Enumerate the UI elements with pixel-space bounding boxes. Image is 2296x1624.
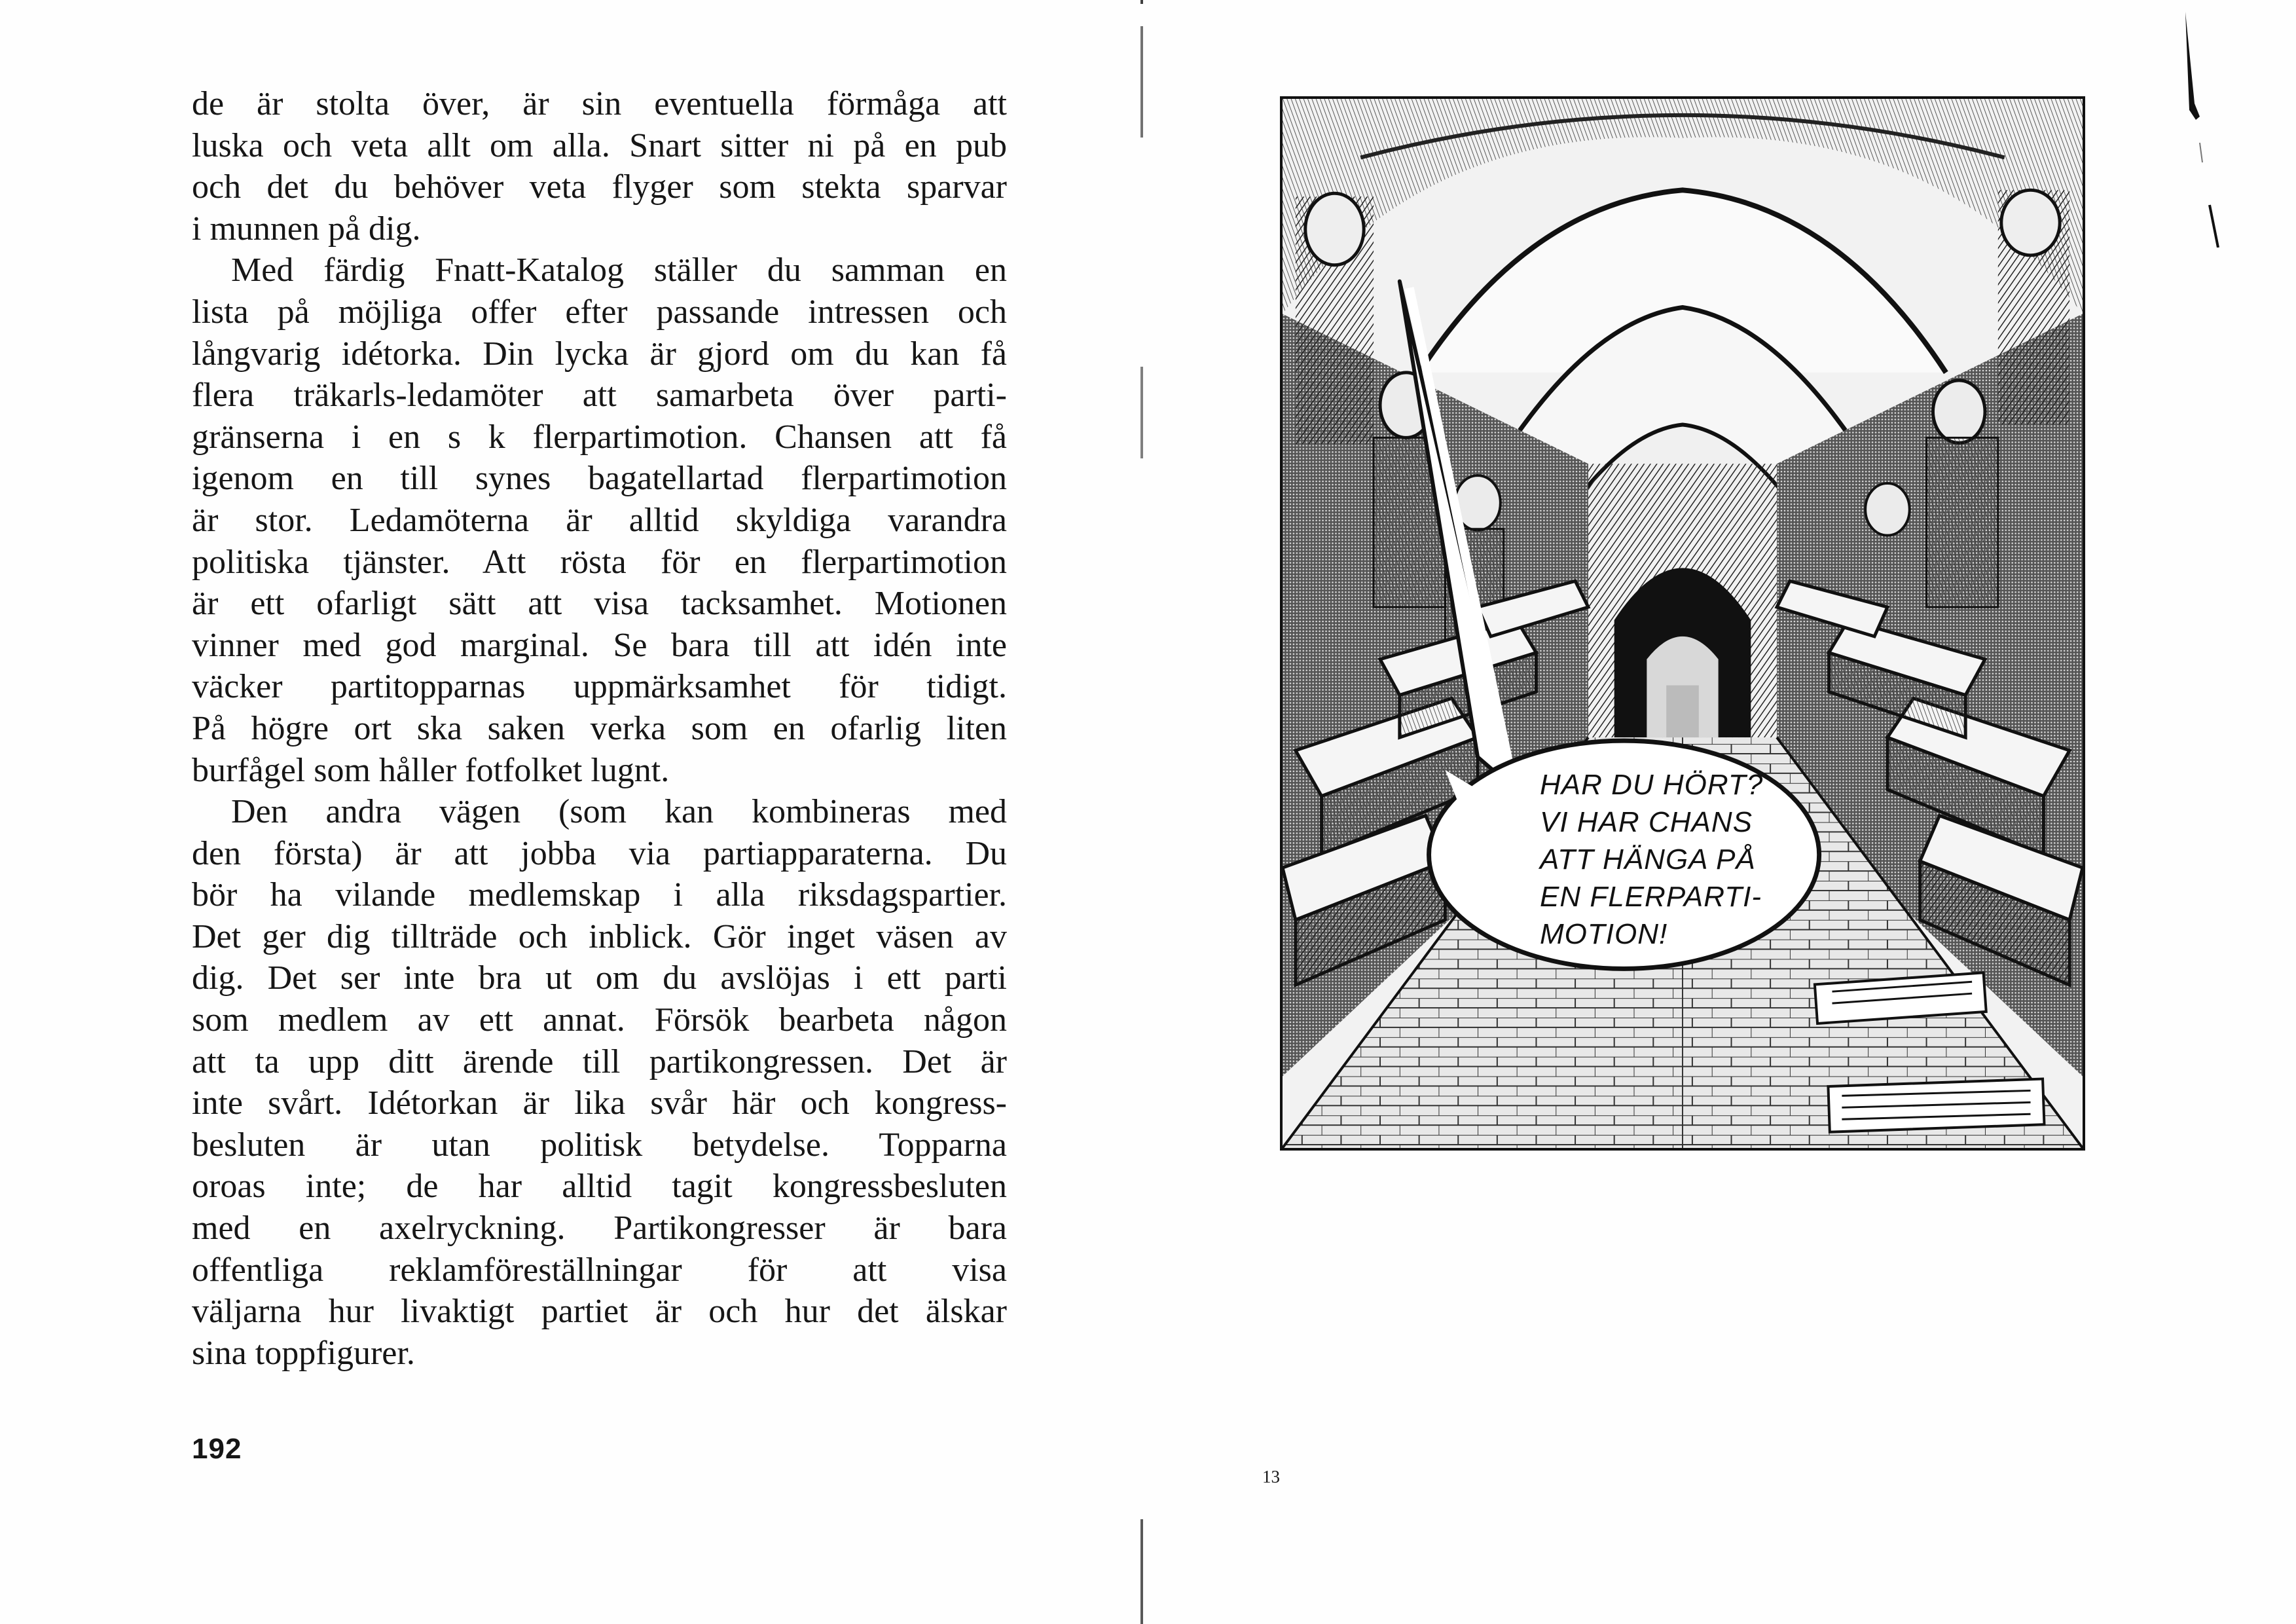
body-paragraph bbox=[192, 791, 1007, 1374]
page-number-right: 13 bbox=[1262, 1467, 1280, 1486]
left-page bbox=[0, 0, 1139, 1624]
text-line: På högre ort ska saken verka som en ofarlig liten bbox=[192, 709, 1007, 747]
balloon-line: ATT HÄNGA PÅ bbox=[1540, 843, 1756, 876]
body-text bbox=[192, 83, 1007, 1374]
text-line: väljarna hur livaktigt partiet är och hur det älskar bbox=[192, 1293, 1007, 1331]
text-line: med en axelryckning. Partikongresser är bara bbox=[192, 1209, 1007, 1247]
text-line: burfågel som håller fotfolket lugnt. bbox=[192, 751, 670, 789]
text-line: lista på möjliga offer efter passande intressen och bbox=[192, 293, 1007, 331]
text-line: inte svårt. Idétorkan är lika svår här och kongress- bbox=[192, 1084, 1007, 1122]
text-line: gränserna i en s k flerpartimotion. Chansen att få bbox=[192, 418, 1007, 456]
page-number-left: 192 bbox=[192, 1433, 242, 1465]
balloon-line: MOTION! bbox=[1540, 918, 1668, 950]
text-line: flera träkarls-ledamöter att samarbeta över parti- bbox=[192, 377, 1007, 415]
scan-margin-mark bbox=[2180, 12, 2219, 248]
crypt-drawing bbox=[1283, 99, 2083, 1148]
text-line: Med färdig Fnatt-Katalog ställer du samman en bbox=[231, 251, 1007, 289]
text-line: väcker partitopparnas uppmärksamhet för tidigt. bbox=[192, 668, 1007, 706]
balloon-line: EN FLERPARTI- bbox=[1540, 881, 1762, 913]
text-line: de är stolta över, är sin eventuella förmåga att bbox=[192, 85, 1007, 122]
text-line: igenom en till synes bagatellartad flerpartimotion bbox=[192, 460, 1007, 498]
text-line: och det du behöver veta flyger som stekta sparvar bbox=[192, 168, 1007, 206]
crypt-illustration bbox=[1280, 96, 2085, 1151]
text-line: luska och veta allt om alla. Snart sitter ni på en pub bbox=[192, 126, 1007, 164]
text-line: sina toppfigurer. bbox=[192, 1334, 415, 1372]
text-line: långvarig idétorka. Din lycka är gjord om du kan få bbox=[192, 335, 1007, 373]
body-paragraph bbox=[192, 249, 1007, 791]
text-line: i munnen på dig. bbox=[192, 210, 421, 248]
text-line: vinner med god marginal. Se bara till att idén inte bbox=[192, 626, 1007, 664]
text-line: att ta upp ditt ärende till partikongressen. Det är bbox=[192, 1043, 1007, 1080]
body-paragraph bbox=[192, 83, 1007, 249]
text-line: är stor. Ledamöterna är alltid skyldiga varandra bbox=[192, 501, 1007, 539]
text-line: dig. Det ser inte bra ut om du avslöjas i ett parti bbox=[192, 959, 1007, 997]
text-line: politiska tjänster. Att rösta för en flerpartimotion bbox=[192, 543, 1007, 581]
text-line: besluten är utan politisk betydelse. Topparna bbox=[192, 1126, 1007, 1164]
balloon-line: VI HAR CHANS bbox=[1540, 806, 1753, 838]
speech-balloon-text bbox=[1540, 766, 1815, 953]
balloon-line: HAR DU HÖRT? bbox=[1540, 769, 1764, 801]
text-line: Det ger dig tillträde och inblick. Gör inget väsen av bbox=[192, 917, 1007, 955]
text-line: som medlem av ett annat. Försök bearbeta någon bbox=[192, 1001, 1007, 1039]
text-line: oroas inte; de har alltid tagit kongressbesluten bbox=[192, 1168, 1007, 1206]
text-line: är ett ofarligt sätt att visa tacksamhet. Motionen bbox=[192, 585, 1007, 623]
text-line: Den andra vägen (som kan kombineras med bbox=[231, 793, 1007, 831]
text-line: den första) är att jobba via partiapparaterna. Du bbox=[192, 834, 1007, 872]
text-line: offentliga reklamföreställningar för att visa bbox=[192, 1251, 1007, 1289]
text-line: bör ha vilande medlemskap i alla riksdagspartier. bbox=[192, 876, 1007, 914]
